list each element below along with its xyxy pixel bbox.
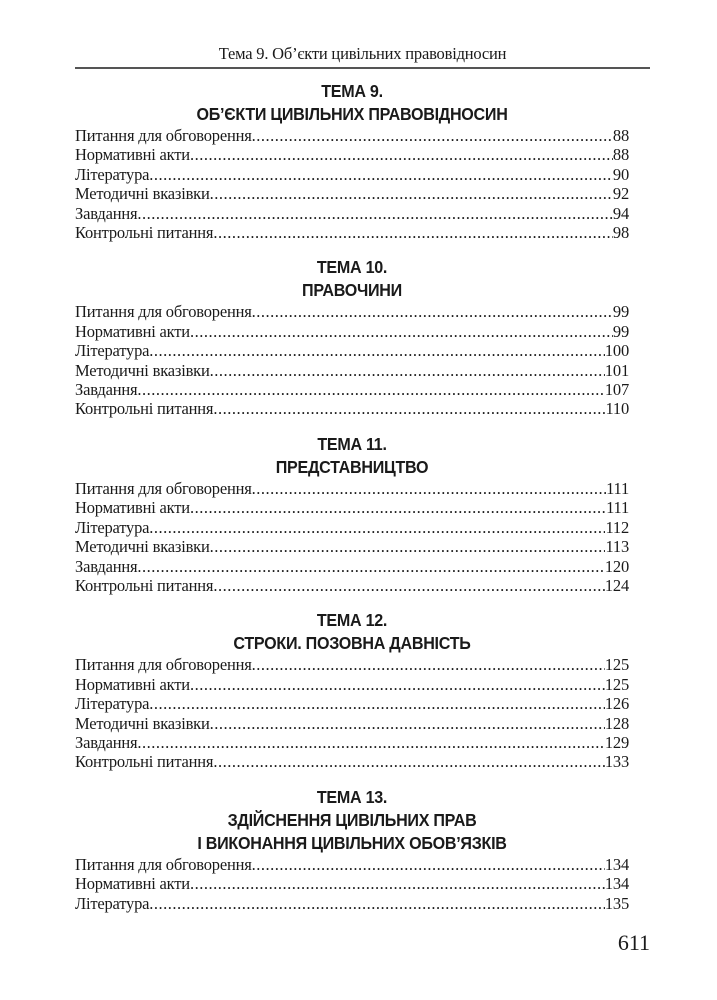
toc-entry-page: 88 bbox=[612, 145, 629, 165]
toc-entry-label: Питання для обговорення bbox=[75, 478, 252, 498]
toc-entry[interactable] bbox=[75, 874, 629, 893]
toc-entry[interactable] bbox=[75, 894, 629, 913]
dot-leader bbox=[190, 874, 605, 893]
dot-leader bbox=[149, 341, 605, 360]
dot-leader bbox=[149, 518, 605, 537]
toc-entry-label: Питання для обговорення bbox=[75, 126, 252, 145]
section-title: ТЕМА 12. bbox=[316, 610, 388, 631]
dot-leader bbox=[210, 714, 605, 733]
section-title: СТРОКИ. ПОЗОВНА ДАВНІСТЬ bbox=[233, 633, 471, 654]
toc-entry-label: Методичні вказівки bbox=[75, 537, 210, 557]
page-number: 611 bbox=[617, 930, 650, 955]
toc-entry-label: Нормативні акти bbox=[75, 874, 190, 894]
toc-entry-label: Методичні вказівки bbox=[75, 713, 210, 733]
table-of-contents bbox=[75, 80, 629, 927]
section-title: ТЕМА 10. bbox=[316, 257, 388, 278]
dot-leader bbox=[137, 733, 605, 752]
toc-entry[interactable] bbox=[75, 675, 629, 694]
toc-entry[interactable] bbox=[75, 341, 629, 360]
section-title: ТЕМА 9. bbox=[321, 81, 383, 101]
toc-entry-page: 107 bbox=[604, 380, 629, 400]
toc-entry-label: Література bbox=[75, 694, 150, 714]
toc-entry-label: Контрольні питання bbox=[75, 575, 214, 595]
toc-entry[interactable] bbox=[75, 399, 629, 418]
toc-entry-page: 135 bbox=[604, 893, 629, 913]
dot-leader bbox=[213, 223, 613, 242]
dot-leader bbox=[190, 675, 605, 694]
toc-entry[interactable] bbox=[75, 479, 629, 498]
dot-leader bbox=[137, 204, 613, 223]
section-title: ОБ’ЄКТИ ЦИВІЛЬНИХ ПРАВОВІДНОСИН bbox=[196, 104, 508, 124]
toc-entry-label: Завдання bbox=[75, 732, 138, 752]
toc-entry[interactable] bbox=[75, 204, 629, 223]
toc-entry[interactable] bbox=[75, 498, 629, 517]
toc-entry[interactable] bbox=[75, 576, 629, 595]
toc-entry-label: Завдання bbox=[75, 203, 138, 223]
toc-entry[interactable] bbox=[75, 145, 629, 164]
toc-entry-label: Завдання bbox=[75, 556, 138, 576]
dot-leader bbox=[252, 479, 606, 498]
toc-entry-page: 126 bbox=[604, 694, 629, 714]
dot-leader bbox=[210, 184, 613, 203]
toc-entry-label: Література bbox=[75, 341, 150, 361]
toc-entry-label: Методичні вказівки bbox=[75, 360, 210, 380]
dot-leader bbox=[149, 694, 605, 713]
toc-entry-page: 94 bbox=[612, 203, 629, 223]
toc-entry-page: 124 bbox=[604, 575, 629, 595]
toc-entry-label: Нормативні акти bbox=[75, 321, 190, 341]
dot-leader bbox=[210, 361, 605, 380]
section-title: І ВИКОНАННЯ ЦИВІЛЬНИХ ОБОВ’ЯЗКІВ bbox=[197, 832, 507, 853]
dot-leader bbox=[213, 576, 605, 595]
toc-entry-page: 98 bbox=[612, 223, 629, 243]
dot-leader bbox=[149, 894, 605, 913]
dot-leader bbox=[252, 655, 605, 674]
toc-entry[interactable] bbox=[75, 518, 629, 537]
toc-entry-label: Питання для обговорення bbox=[75, 854, 252, 874]
dot-leader bbox=[252, 302, 613, 321]
toc-entry[interactable] bbox=[75, 165, 629, 184]
toc-entry[interactable] bbox=[75, 655, 629, 674]
dot-leader bbox=[252, 126, 613, 145]
toc-entry-label: Нормативні акти bbox=[75, 145, 190, 165]
dot-leader bbox=[213, 752, 605, 771]
header-rule bbox=[75, 67, 650, 69]
toc-entry-page: 125 bbox=[604, 674, 629, 694]
toc-entry-label: Методичні вказівки bbox=[75, 184, 210, 204]
dot-leader bbox=[190, 322, 613, 341]
toc-entry-page: 129 bbox=[604, 732, 629, 752]
toc-entry[interactable] bbox=[75, 714, 629, 733]
toc-entry-label: Контрольні питання bbox=[75, 399, 214, 419]
toc-entry-label: Нормативні акти bbox=[75, 674, 190, 694]
toc-entry-page: 90 bbox=[612, 164, 629, 184]
toc-entry[interactable] bbox=[75, 126, 629, 145]
toc-entry[interactable] bbox=[75, 322, 629, 341]
toc-entry[interactable] bbox=[75, 361, 629, 380]
toc-entry[interactable] bbox=[75, 557, 629, 576]
toc-entry-page: 120 bbox=[604, 556, 629, 576]
toc-entry-page: 110 bbox=[605, 399, 629, 419]
toc-entry-page: 125 bbox=[604, 655, 629, 675]
section-title: ТЕМА 11. bbox=[317, 433, 387, 454]
toc-entry[interactable] bbox=[75, 733, 629, 752]
toc-section bbox=[75, 433, 629, 595]
toc-entry-label: Література bbox=[75, 164, 150, 184]
toc-entry-page: 113 bbox=[605, 537, 629, 557]
toc-section bbox=[75, 256, 629, 418]
toc-entry-page: 88 bbox=[612, 126, 629, 145]
toc-entry-label: Питання для обговорення bbox=[75, 655, 252, 675]
toc-entry-page: 133 bbox=[604, 752, 629, 772]
running-head: Тема 9. Об’єкти цивільних правовідносин bbox=[218, 44, 507, 63]
toc-entry-page: 112 bbox=[605, 517, 629, 537]
toc-entry-label: Питання для обговорення bbox=[75, 302, 252, 322]
section-title: ЗДІЙСНЕННЯ ЦИВІЛЬНИХ ПРАВ bbox=[227, 809, 477, 830]
toc-entry[interactable] bbox=[75, 302, 629, 321]
dot-leader bbox=[149, 165, 613, 184]
toc-section bbox=[75, 80, 629, 242]
toc-entry-label: Контрольні питання bbox=[75, 223, 214, 243]
toc-entry[interactable] bbox=[75, 855, 629, 874]
toc-entry-label: Завдання bbox=[75, 380, 138, 400]
section-title: ПРАВОЧИНИ bbox=[302, 280, 402, 301]
toc-entry[interactable] bbox=[75, 694, 629, 713]
toc-entry[interactable] bbox=[75, 537, 629, 556]
dot-leader bbox=[210, 537, 606, 556]
toc-section bbox=[75, 786, 629, 913]
toc-entry[interactable] bbox=[75, 184, 629, 203]
toc-entry-page: 111 bbox=[606, 478, 629, 498]
toc-entry-page: 101 bbox=[604, 360, 629, 380]
toc-section bbox=[75, 609, 629, 771]
dot-leader bbox=[213, 399, 605, 418]
toc-entry-page: 134 bbox=[604, 874, 629, 894]
dot-leader bbox=[190, 145, 613, 164]
toc-entry[interactable] bbox=[75, 380, 629, 399]
section-title: ПРЕДСТАВНИЦТВО bbox=[275, 456, 429, 477]
toc-entry-page: 111 bbox=[606, 498, 629, 518]
toc-entry[interactable] bbox=[75, 223, 629, 242]
toc-entry-page: 92 bbox=[612, 184, 629, 204]
toc-entry-label: Нормативні акти bbox=[75, 498, 190, 518]
toc-entry-label: Література bbox=[75, 893, 150, 913]
dot-leader bbox=[252, 855, 605, 874]
toc-entry-page: 100 bbox=[604, 341, 629, 361]
dot-leader bbox=[190, 498, 606, 517]
toc-entry-label: Література bbox=[75, 517, 150, 537]
toc-entry-page: 99 bbox=[612, 302, 629, 322]
dot-leader bbox=[137, 380, 605, 399]
dot-leader bbox=[137, 557, 605, 576]
section-title: ТЕМА 13. bbox=[316, 786, 388, 807]
toc-entry-page: 128 bbox=[604, 713, 629, 733]
toc-entry[interactable] bbox=[75, 752, 629, 771]
toc-entry-page: 99 bbox=[612, 321, 629, 341]
toc-entry-label: Контрольні питання bbox=[75, 752, 214, 772]
toc-entry-page: 134 bbox=[604, 854, 629, 874]
